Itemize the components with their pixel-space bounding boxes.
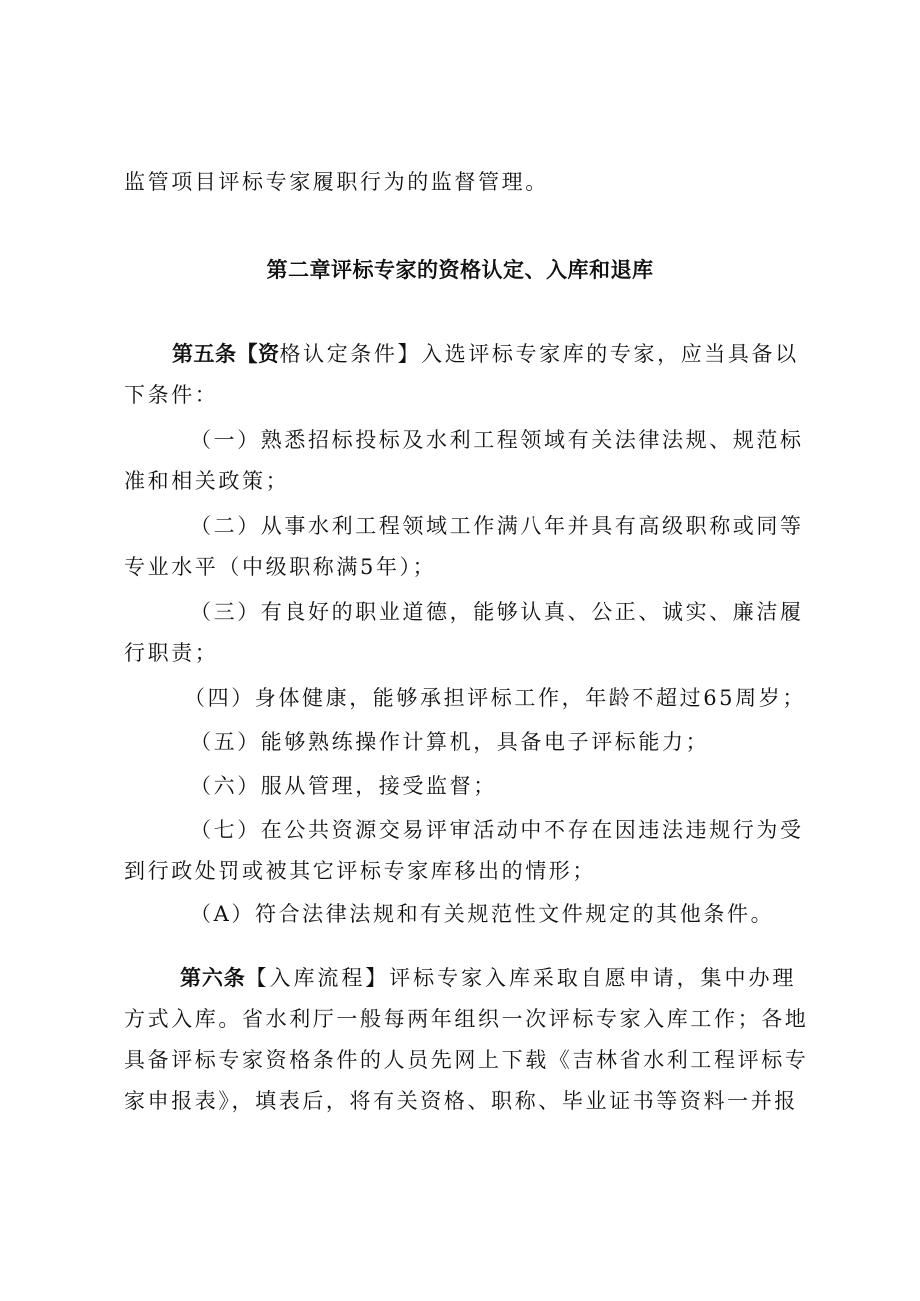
item-1-line2: 准和相关政策； [124, 469, 290, 493]
article6-line4: 家申报表》，填表后，将有关资格、职称、毕业证书等资料一并报 [124, 1089, 798, 1113]
item-6-line1: （六）服从管理，接受监督； [190, 774, 497, 798]
item-4-line1: （四）身体健康，能够承担评标工作，年龄不超过65周岁； [184, 686, 806, 710]
article6-line3: 具备评标专家资格条件的人员先网上下载《吉林省水利工程评标专 [124, 1048, 809, 1072]
article6-line2: 方式入库。省水利厅一般每两年组织一次评标专家入库工作；各地 [124, 1007, 809, 1031]
article5-heading: 第五条【资 [172, 342, 280, 366]
item-7-line1: （七）在公共资源交易评审活动中不存在因违法违规行为受 [190, 818, 804, 842]
article6-line1 [180, 963, 796, 993]
chapter-title: 第二章评标专家的资格认定、入库和退库 [266, 258, 654, 282]
item-8-line1: （A）符合法律法规和有关规范性文件规定的其他条件。 [190, 902, 775, 926]
intro-line: 监管项目评标专家履职行为的监督管理。 [124, 170, 549, 194]
item-5-line1: （五）能够熟练操作计算机，具备电子评标能力； [190, 730, 710, 754]
article6-line1-text: 【入库流程】评标专家入库采取自愿申请，集中办理 [245, 966, 796, 990]
item-3-line1: （三）有良好的职业道德，能够认真、公正、诚实、廉洁履 [190, 600, 804, 624]
item-3-line2: 行职责； [124, 641, 219, 665]
article5-line2: 下条件： [124, 383, 219, 407]
article5-line1 [172, 339, 799, 369]
item-1-line1: （一）熟悉招标投标及水利工程领域有关法律法规、规范标 [190, 428, 804, 452]
article6-heading: 第六条 [180, 966, 246, 990]
item-2-line2: 专业水平（中级职称满5年）； [124, 555, 437, 579]
item-2-line1: （二）从事水利工程领域工作满八年并具有高级职称或同等 [190, 514, 804, 538]
article5-line1-text: 格认定条件】入选评标专家库的专家，应当具备以 [279, 342, 799, 366]
item-7-line2: 到行政处罚或被其它评标专家库移出的情形； [124, 859, 596, 883]
